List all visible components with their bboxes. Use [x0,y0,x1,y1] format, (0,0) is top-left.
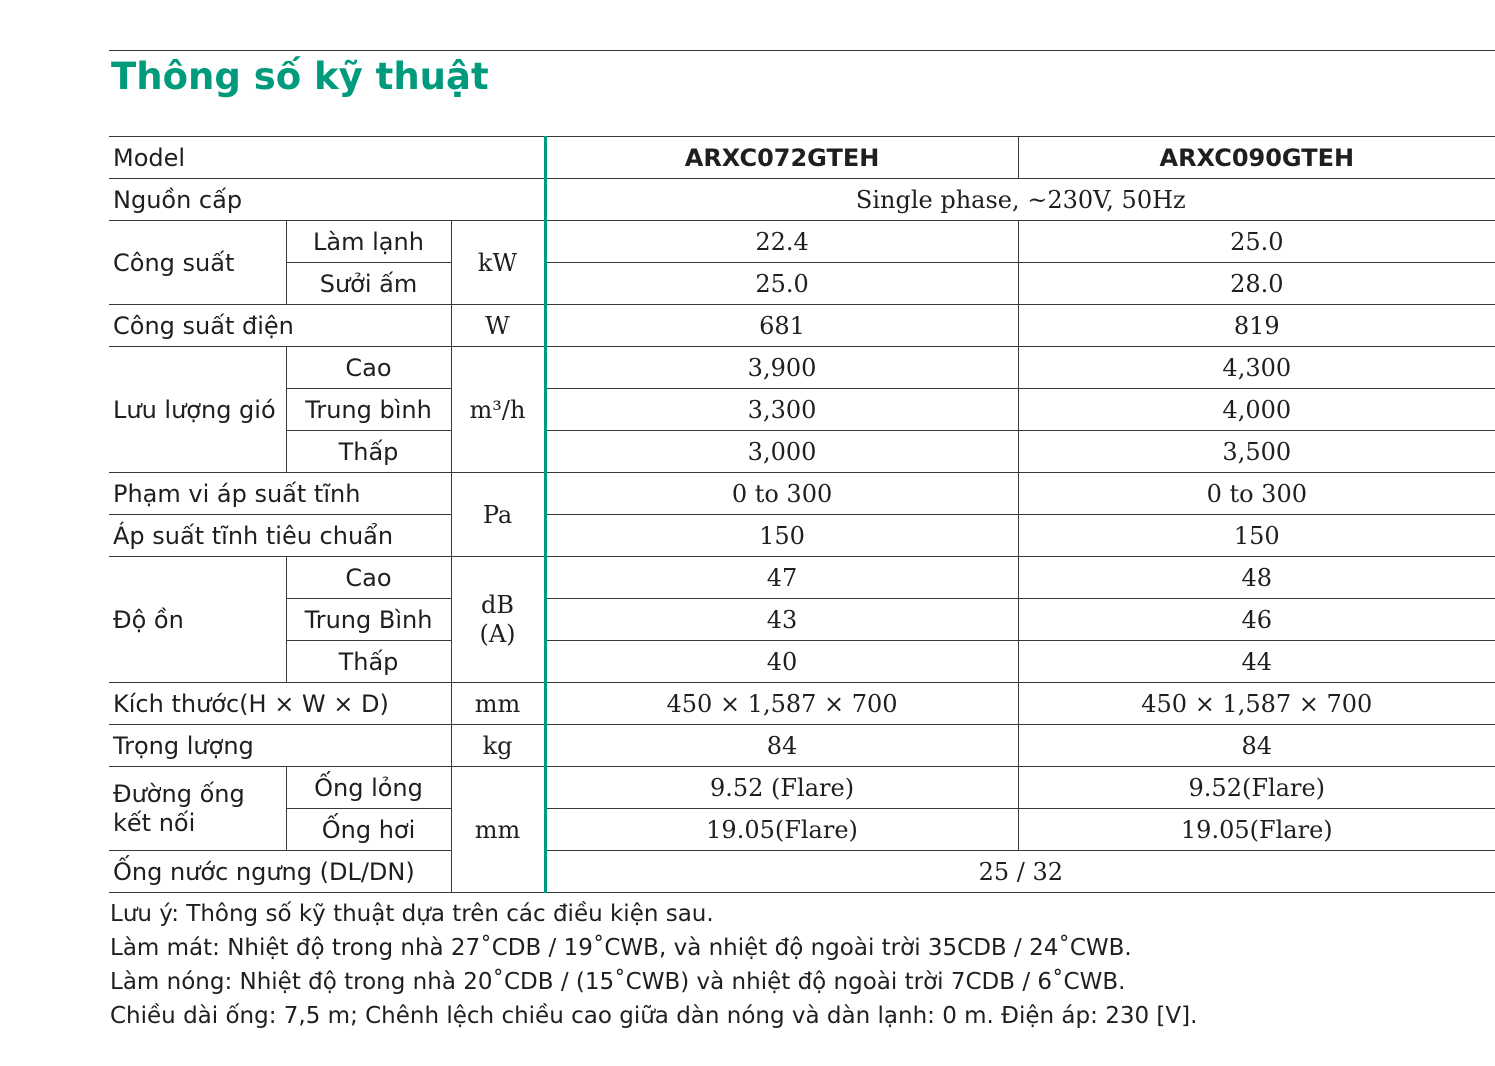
piping-liquid-label: Ống lỏng [286,767,451,809]
airflow-low-label: Thấp [286,431,451,473]
airflow-medium-label: Trung bình [286,389,451,431]
piping-label-line-1: Đường ống [113,779,245,808]
capacity-cooling-model-1: 22.4 [545,221,1018,263]
airflow-low-model-1: 3,000 [545,431,1018,473]
power-input-unit: W [451,305,545,347]
static-pressure-range-model-1: 0 to 300 [545,473,1018,515]
dimensions-model-2: 450 × 1,587 × 700 [1018,683,1495,725]
title-rule [109,50,1495,51]
model-label: Model [109,137,545,179]
piping-label-line-2: kết nối [113,808,196,837]
noise-label: Độ ồn [109,557,286,683]
table-row-power-supply [109,179,1495,221]
table-row-capacity-cooling [109,221,1495,263]
static-pressure-range-label: Phạm vi áp suất tĩnh [109,473,451,515]
table-row-noise-high [109,557,1495,599]
table-row-piping-gas [109,809,1495,851]
piping-liquid-model-2: 9.52(Flare) [1018,767,1495,809]
airflow-unit: m³/h [451,347,545,473]
capacity-cooling-model-2: 25.0 [1018,221,1495,263]
table-row-static-pressure-standard [109,515,1495,557]
drain-value: 25 / 32 [545,851,1495,893]
table-row-header [109,137,1495,179]
piping-liquid-model-1: 9.52 (Flare) [545,767,1018,809]
noise-unit-line-1: dB [481,590,515,619]
noise-unit [451,557,545,683]
noise-medium-model-2: 46 [1018,599,1495,641]
capacity-heating-label: Sưởi ấm [286,263,451,305]
static-pressure-standard-model-1: 150 [545,515,1018,557]
table-row-dimensions [109,683,1495,725]
capacity-cooling-label: Làm lạnh [286,221,451,263]
static-pressure-unit: Pa [451,473,545,557]
table-row-drain [109,851,1495,893]
airflow-high-model-2: 4,300 [1018,347,1495,389]
power-input-label: Công suất điện [109,305,451,347]
note-line: Làm nóng: Nhiệt độ trong nhà 20˚CDB / (15˚CWB) và nhiệt độ ngoài trời 7CDB / 6˚CWB. [110,969,1126,995]
page-title: Thông số kỹ thuật [111,55,489,98]
table-row-static-pressure-range [109,473,1495,515]
notes [110,897,1197,1033]
noise-high-label: Cao [286,557,451,599]
static-pressure-range-model-2: 0 to 300 [1018,473,1495,515]
airflow-label: Lưu lượng gió [109,347,286,473]
airflow-low-model-2: 3,500 [1018,431,1495,473]
noise-low-model-1: 40 [545,641,1018,683]
noise-high-model-1: 47 [545,557,1018,599]
noise-unit-line-2: (A) [479,619,516,648]
table-row-noise-low [109,641,1495,683]
note-line: Lưu ý: Thông số kỹ thuật dựa trên các điều kiện sau. [110,901,714,927]
noise-low-label: Thấp [286,641,451,683]
table-row-piping-liquid [109,767,1495,809]
piping-gas-model-1: 19.05(Flare) [545,809,1018,851]
drain-label: Ống nước ngưng (DL/DN) [109,851,451,893]
power-input-model-1: 681 [545,305,1018,347]
static-pressure-standard-model-2: 150 [1018,515,1495,557]
weight-label: Trọng lượng [109,725,451,767]
weight-model-1: 84 [545,725,1018,767]
spec-table [109,136,1495,893]
table-row-capacity-heating [109,263,1495,305]
capacity-label: Công suất [109,221,286,305]
table-row-power-input [109,305,1495,347]
note-line: Làm mát: Nhiệt độ trong nhà 27˚CDB / 19˚CWB, và nhiệt độ ngoài trời 35CDB / 24˚CWB. [110,935,1132,961]
airflow-medium-model-2: 4,000 [1018,389,1495,431]
table-row-airflow-high [109,347,1495,389]
table-row-noise-medium [109,599,1495,641]
piping-gas-model-2: 19.05(Flare) [1018,809,1495,851]
table-row-airflow-medium [109,389,1495,431]
airflow-medium-model-1: 3,300 [545,389,1018,431]
capacity-unit: kW [451,221,545,305]
noise-medium-label: Trung Bình [286,599,451,641]
power-supply-value: Single phase, ~230V, 50Hz [545,179,1495,221]
table-row-airflow-low [109,431,1495,473]
capacity-heating-model-1: 25.0 [545,263,1018,305]
table-row-weight [109,725,1495,767]
dimensions-model-1: 450 × 1,587 × 700 [545,683,1018,725]
dimensions-unit: mm [451,683,545,725]
noise-medium-model-1: 43 [545,599,1018,641]
capacity-heating-model-2: 28.0 [1018,263,1495,305]
weight-unit: kg [451,725,545,767]
power-supply-label: Nguồn cấp [109,179,545,221]
noise-low-model-2: 44 [1018,641,1495,683]
piping-gas-label: Ống hơi [286,809,451,851]
airflow-high-label: Cao [286,347,451,389]
noise-high-model-2: 48 [1018,557,1495,599]
piping-label [109,767,286,851]
power-input-model-2: 819 [1018,305,1495,347]
note-line: Chiều dài ống: 7,5 m; Chênh lệch chiều cao giữa dàn nóng và dàn lạnh: 0 m. Điện áp: 230 [V]. [110,1003,1198,1029]
piping-unit: mm [451,767,545,893]
model-1-header: ARXC072GTEH [545,137,1018,179]
model-2-header: ARXC090GTEH [1018,137,1495,179]
weight-model-2: 84 [1018,725,1495,767]
airflow-high-model-1: 3,900 [545,347,1018,389]
dimensions-label: Kích thước(H × W × D) [109,683,451,725]
static-pressure-standard-label: Áp suất tĩnh tiêu chuẩn [109,515,451,557]
